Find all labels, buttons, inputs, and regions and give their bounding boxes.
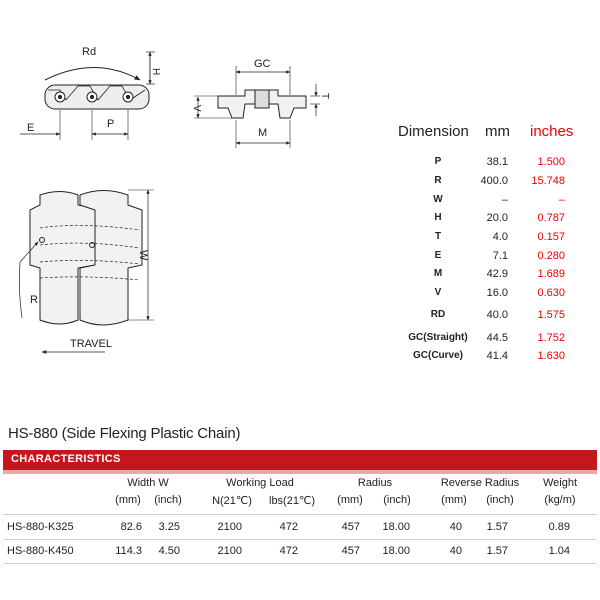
col-header-width: Width W bbox=[127, 477, 169, 489]
dim-row bbox=[0, 309, 600, 327]
dim-mm: – bbox=[501, 194, 508, 206]
section-label: CHARACTERISTICS bbox=[11, 453, 121, 465]
label-rd: Rd bbox=[82, 46, 97, 58]
dim-mm: 44.5 bbox=[486, 332, 508, 344]
label-t: T bbox=[319, 93, 330, 100]
label-p: P bbox=[107, 118, 115, 130]
dim-row bbox=[0, 156, 600, 174]
col-subheader-width-mm: (mm) bbox=[115, 494, 141, 506]
radius-mm-cell: 457 bbox=[341, 545, 360, 557]
dim-mm: 400.0 bbox=[480, 175, 508, 187]
rev-mm-cell: 40 bbox=[449, 521, 462, 533]
weight-cell: 1.04 bbox=[548, 545, 570, 557]
col-header-working-load: Working Load bbox=[226, 477, 294, 489]
label-w: W bbox=[137, 250, 149, 261]
table-divider bbox=[3, 539, 597, 540]
side-view-drawing bbox=[20, 52, 155, 140]
dim-label: V bbox=[434, 287, 442, 298]
load-lbs-cell: 472 bbox=[279, 545, 298, 557]
col-header-weight: Weight bbox=[542, 477, 578, 489]
dim-header-mm: mm bbox=[485, 123, 510, 140]
dim-label: M bbox=[433, 268, 443, 279]
table-divider bbox=[3, 514, 597, 515]
dim-row bbox=[0, 268, 600, 286]
col-subheader-width-inch: (inch) bbox=[154, 494, 182, 506]
label-e: E bbox=[27, 122, 35, 134]
dim-mm: 40.0 bbox=[486, 309, 508, 321]
dim-inch: 0.280 bbox=[537, 250, 565, 262]
dim-row bbox=[0, 287, 600, 305]
weight-cell: 0.89 bbox=[548, 521, 570, 533]
dim-inch: – bbox=[558, 194, 565, 206]
load-n-cell: 2100 bbox=[217, 545, 242, 557]
dim-label: H bbox=[434, 212, 442, 223]
radius-inch-cell: 18.00 bbox=[382, 521, 410, 533]
label-v: V bbox=[191, 105, 202, 112]
dim-row bbox=[0, 175, 600, 193]
bar-underline bbox=[3, 470, 597, 474]
dim-inch: 15.748 bbox=[531, 175, 565, 187]
product-title: HS-880 (Side Flexing Plastic Chain) bbox=[8, 425, 241, 442]
dim-row bbox=[0, 250, 600, 268]
dim-inch: 1.689 bbox=[537, 268, 565, 280]
col-header-reverse-radius: Reverse Radius bbox=[440, 477, 520, 489]
col-subheader-rev-inch: (inch) bbox=[486, 494, 514, 506]
dim-label: GC(Straight) bbox=[408, 332, 468, 343]
dim-label: GC(Curve) bbox=[412, 350, 463, 361]
dim-mm: 16.0 bbox=[486, 287, 508, 299]
dim-inch: 0.157 bbox=[537, 231, 565, 243]
dim-inch: 1.500 bbox=[537, 156, 565, 168]
radius-inch-cell: 18.00 bbox=[382, 545, 410, 557]
col-subheader-weight: (kg/m) bbox=[544, 494, 576, 506]
label-gc: GC bbox=[254, 58, 271, 70]
dim-mm: 38.1 bbox=[486, 156, 508, 168]
dim-mm: 7.1 bbox=[492, 250, 508, 262]
dim-header-dimension: Dimension bbox=[398, 123, 469, 140]
col-subheader-rev-mm: (mm) bbox=[441, 494, 467, 506]
dim-row bbox=[0, 332, 600, 350]
rev-mm-cell: 40 bbox=[449, 545, 462, 557]
width-mm-cell: 82.6 bbox=[120, 521, 142, 533]
dim-label: R bbox=[434, 175, 442, 186]
model-cell: HS-880-K450 bbox=[7, 545, 74, 557]
dim-mm: 4.0 bbox=[492, 231, 508, 243]
dim-inch: 1.752 bbox=[537, 332, 565, 344]
dim-inch: 1.575 bbox=[537, 309, 565, 321]
model-cell: HS-880-K325 bbox=[7, 521, 74, 533]
characteristics-bar bbox=[3, 450, 597, 470]
col-subheader-radius-mm: (mm) bbox=[337, 494, 363, 506]
load-n-cell: 2100 bbox=[217, 521, 242, 533]
dim-inch: 1.630 bbox=[537, 350, 565, 362]
dim-inch: 0.787 bbox=[537, 212, 565, 224]
dim-label: P bbox=[434, 156, 442, 167]
width-inch-cell: 3.25 bbox=[158, 521, 180, 533]
label-m: M bbox=[258, 127, 268, 139]
radius-mm-cell: 457 bbox=[341, 521, 360, 533]
dim-header-inches: inches bbox=[530, 123, 574, 140]
label-travel: TRAVEL bbox=[70, 338, 112, 350]
dim-row bbox=[0, 231, 600, 249]
dim-mm: 20.0 bbox=[486, 212, 508, 224]
dim-mm: 42.9 bbox=[486, 268, 508, 280]
load-lbs-cell: 472 bbox=[279, 521, 298, 533]
width-inch-cell: 4.50 bbox=[158, 545, 180, 557]
label-h: H bbox=[150, 68, 161, 76]
cross-section-drawing bbox=[194, 66, 320, 148]
col-header-radius: Radius bbox=[357, 477, 393, 489]
col-subheader-load-n: N(21℃) bbox=[212, 495, 252, 507]
dim-label: E bbox=[434, 250, 442, 261]
dim-row bbox=[0, 350, 600, 368]
col-subheader-load-lbs: lbs(21℃) bbox=[269, 495, 315, 507]
dim-label: W bbox=[433, 194, 443, 205]
dim-label: T bbox=[434, 231, 442, 242]
table-divider bbox=[3, 563, 597, 564]
dim-inch: 0.630 bbox=[537, 287, 565, 299]
rev-inch-cell: 1.57 bbox=[486, 545, 508, 557]
dim-row bbox=[0, 194, 600, 212]
col-subheader-radius-inch: (inch) bbox=[383, 494, 411, 506]
label-r: R bbox=[30, 294, 38, 306]
dim-mm: 41.4 bbox=[486, 350, 508, 362]
width-mm-cell: 114.3 bbox=[115, 545, 142, 557]
dim-label: RD bbox=[430, 309, 446, 320]
dim-row bbox=[0, 212, 600, 230]
rev-inch-cell: 1.57 bbox=[486, 521, 508, 533]
